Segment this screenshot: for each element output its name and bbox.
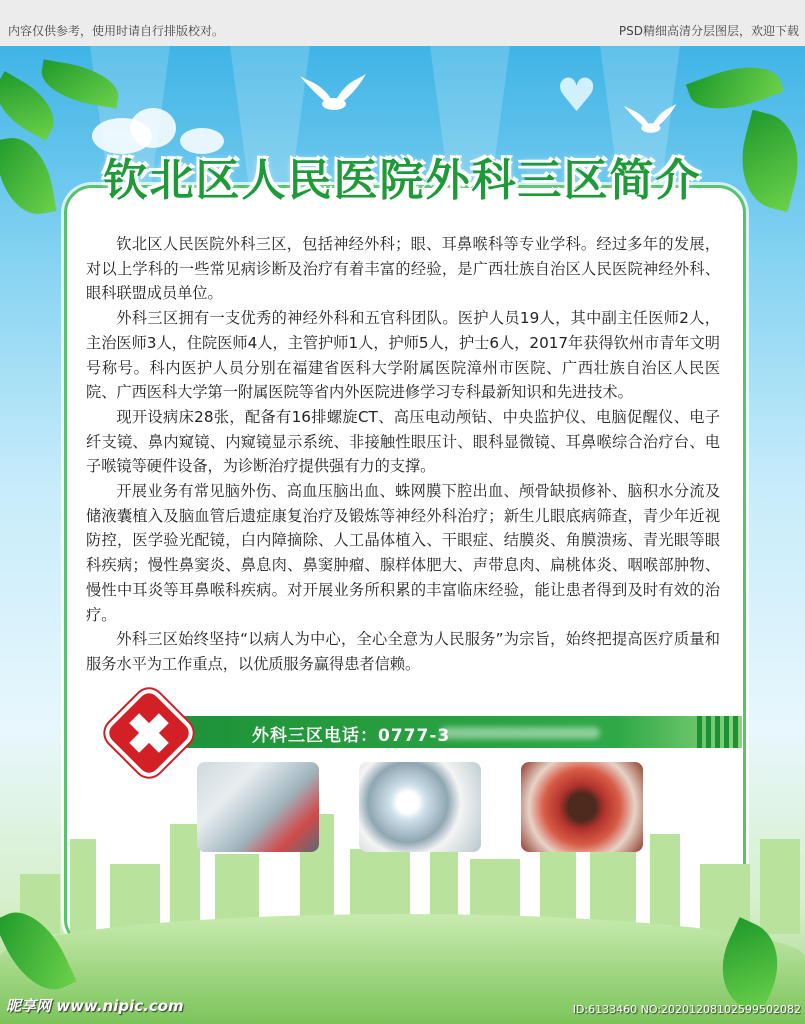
- top-note-bar: [0, 0, 805, 46]
- watermark-id: ID:6133460 NO:20201208102599502082: [572, 1003, 801, 1016]
- top-right-note: PSD精细高清分层图层，欢迎下载: [618, 24, 799, 38]
- operation-photo: [521, 762, 643, 852]
- paragraph: 钦北区人民医院外科三区，包括神经外科；眼、耳鼻喉科等专业学科。经过多年的发展，对以上学科的一些常见病诊断及治疗有着丰富的经验，是广西壮族自治区人民医院神经外科、眼科联盟成员单位。: [86, 235, 720, 303]
- page-title: 钦北区人民医院外科三区简介: [103, 155, 702, 206]
- paragraph: 现开设病床28张，配备有16排螺旋CT、高压电动颅钻、中央监护仪、电脑促醒仪、电子纤支镜、鼻内窥镜、内窥镜显示系统、非接触性眼压计、眼科显微镜、耳鼻喉综合治疗台、电子喉镜等硬件设备，为诊断治疗提供强有力的支撑。: [86, 407, 720, 476]
- surgery-photo: [359, 762, 481, 852]
- bar-stripes: [693, 716, 738, 748]
- paragraph: 外科三区始终坚持“以病人为中心，全心全意为人民服务”为宗旨，始终把提高医疗质量和服务水平为工作重点，以优质服务赢得患者信赖。: [86, 630, 720, 673]
- top-left-note: 内容仅供参考，使用时请自行排版校对。: [8, 24, 225, 38]
- phone-label: 外科三区电话：0777-3: [252, 726, 451, 746]
- ward-photo: [197, 762, 319, 852]
- dove-icon: [298, 74, 368, 114]
- heart-cloud-icon: ♥: [556, 68, 598, 122]
- poster: [0, 46, 805, 1024]
- leaf-decoration: [686, 54, 784, 122]
- phone-number-blurred: [440, 727, 600, 739]
- dove-icon: [622, 104, 678, 136]
- intro-text: [86, 232, 720, 677]
- watermark-logo: 昵享网 www.nipic.com: [6, 997, 184, 1015]
- phone-bar: [122, 716, 742, 748]
- paragraph: 开展业务有常见脑外伤、高血压脑出血、蛛网膜下腔出血、颅骨缺损修补、脑积水分流及储液囊植入及脑血管后遗症康复治疗及锻炼等神经外科治疗；新生儿眼底病筛查，青少年近视防控，医学验光配镜，白内障摘除、人工晶体植入、干眼症、结膜炎、角膜溃疡、青光眼等眼科疾病；慢性鼻窦炎、鼻息肉、鼻窦肿瘤、腺样体肥大、声带息肉、扁桃体炎、咽喉部肿物、慢性中耳炎等耳鼻喉科疾病。对开展业务所积累的丰富临床经验，能让患者得到及时有效的治疗。: [86, 482, 720, 624]
- cloud: [130, 108, 176, 148]
- paragraph: 外科三区拥有一支优秀的神经外科和五官科团队。医护人员19人，其中副主任医师2人，主治医师3人，住院医师4人，主管护师1人，护师5人，护士6人，2017年获得钦州市青年文明号称号。科内医护人员分别在福建省医科大学附属医院漳州市医院、广西壮族自治区人民医院、广西医科大学第一附属医院等省内外医院进修学习专科最新知识和先进技术。: [86, 309, 720, 402]
